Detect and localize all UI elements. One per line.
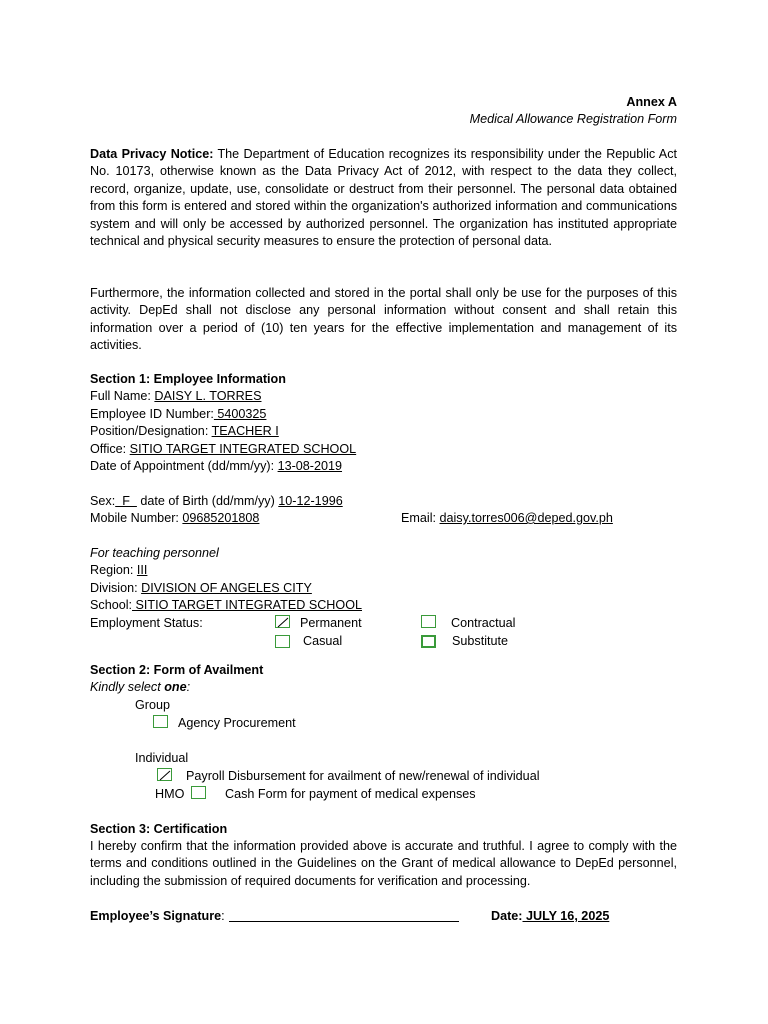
appointment-row: Date of Appointment (dd/mm/yy): 13-08-2019	[90, 459, 343, 473]
privacy-notice: Data Privacy Notice: The Department of Education recognizes its responsibility under the Republic Act No. 10173, otherwise known as the Data Privacy Act of 2012, with respect to the data they collect, record, organize, update, use, consolidate or destruct from their personnel. The personal data obtained from this form is entered and stored within the organization's authorized information and communications system and will only be accessed by authorized personnel. The organization has instituted appropriate technical and physical security measures to ensure the protection of personal data.	[90, 147, 678, 249]
privacy-notice-2: Furthermore, the information collected and stored in the portal shall only be use for the purposes of this activity. DepEd shall not disclose any personal information without consent and shall retain this information over a period of (10) ten years for the effective implementation and management of its activities.	[90, 286, 677, 353]
school-row: School: SITIO TARGET INTEGRATED SCHOOL	[90, 598, 362, 612]
teaching-note: For teaching personnel	[90, 546, 219, 560]
section1-title: Section 1: Employee Information	[90, 372, 286, 386]
checkbox-contractual[interactable]	[421, 615, 436, 628]
employee-id-value: 5400325	[213, 407, 267, 421]
section3-title: Section 3: Certification	[90, 822, 228, 836]
region-row: Region: III	[90, 563, 148, 577]
checkbox-substitute[interactable]	[421, 635, 436, 648]
office-row: Office: SITIO TARGET INTEGRATED SCHOOL	[90, 442, 357, 456]
appointment-value: 13-08-2019	[277, 459, 343, 473]
individual-label: Individual	[135, 751, 189, 765]
employee-id-row: Employee ID Number: 5400325	[90, 407, 267, 421]
cash-label: Cash Form for payment of medical expenses	[225, 787, 476, 801]
division-value: DIVISION OF ANGELES CITY	[141, 581, 312, 595]
employment-status-label: Employment Status:	[90, 616, 203, 630]
section2-title: Section 2: Form of Availment	[90, 663, 264, 677]
full-name-value: DAISY L. TORRES	[154, 389, 262, 403]
checkmark-icon	[276, 616, 291, 629]
checkbox-permanent[interactable]	[275, 615, 290, 628]
form-title: Medical Allowance Registration Form	[469, 112, 677, 126]
annex-label: Annex A	[626, 95, 677, 109]
date-value: JULY 16, 2025	[522, 909, 610, 923]
position-row: Position/Designation: TEACHER I	[90, 424, 279, 438]
checkmark-icon	[158, 769, 173, 782]
hmo-label: HMO	[155, 787, 185, 801]
division-row: Division: DIVISION OF ANGELES CITY	[90, 581, 312, 595]
email-value: daisy.torres006@deped.gov.ph	[439, 511, 613, 525]
school-value: SITIO TARGET INTEGRATED SCHOOL	[132, 598, 362, 612]
group-label: Group	[135, 698, 171, 712]
full-name-row: Full Name: DAISY L. TORRES	[90, 389, 262, 403]
select-instruction: Kindly select one:	[90, 680, 191, 694]
sex-dob-row: Sex: F date of Birth (dd/mm/yy) 10-12-1996	[90, 494, 343, 508]
status-permanent-label: Permanent	[300, 616, 362, 630]
payroll-label: Payroll Disbursement for availment of new/renewal of individual	[186, 769, 540, 783]
sex-value: F	[115, 494, 137, 508]
checkbox-agency[interactable]	[153, 715, 168, 728]
region-value: III	[136, 563, 148, 577]
status-substitute-label: Substitute	[452, 634, 509, 648]
date-row: Date: JULY 16, 2025	[491, 909, 610, 923]
status-casual-label: Casual	[303, 634, 343, 648]
checkbox-payroll[interactable]	[157, 768, 172, 781]
status-contractual-label: Contractual	[451, 616, 516, 630]
position-value: TEACHER I	[211, 424, 279, 438]
email-row: Email: daisy.torres006@deped.gov.ph	[401, 511, 613, 525]
signature-line[interactable]	[229, 908, 459, 922]
agency-label: Agency Procurement	[178, 716, 296, 730]
checkbox-casual[interactable]	[275, 635, 290, 648]
checkbox-cash[interactable]	[191, 786, 206, 799]
mobile-row: Mobile Number: 09685201808	[90, 511, 260, 525]
office-value: SITIO TARGET INTEGRATED SCHOOL	[129, 442, 357, 456]
signature-row: Employee’s Signature:	[90, 908, 459, 925]
certification-text: I hereby confirm that the information provided above is accurate and truthful. I agree to comply with the terms and conditions outlined in the Guidelines on the Grant of medical allowance to DepEd personnel, including the submission of required documents for verification and processing.	[90, 839, 677, 888]
dob-value: 10-12-1996	[278, 494, 343, 508]
mobile-value: 09685201808	[182, 511, 260, 525]
